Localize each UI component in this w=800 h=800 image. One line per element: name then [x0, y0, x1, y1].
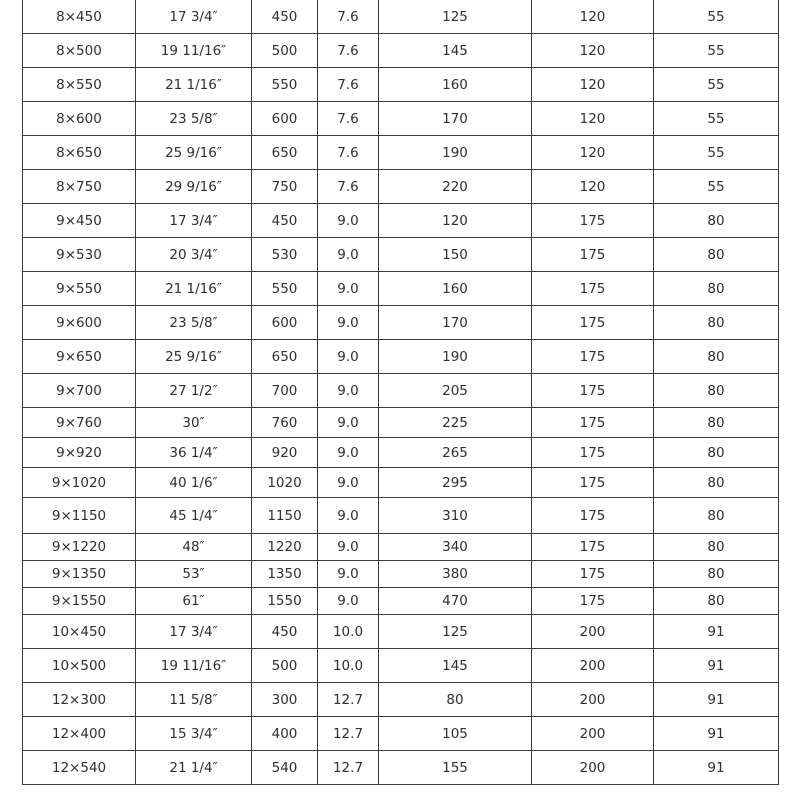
cell-length-inch: 23 5/8″ — [136, 102, 252, 136]
cell-thickness: 9.0 — [318, 498, 379, 534]
cell-length-inch: 40 1/6″ — [136, 468, 252, 498]
cell-col-6: 200 — [532, 615, 654, 649]
cell-length-inch: 17 3/4″ — [136, 0, 252, 34]
cell-weight: 190 — [379, 136, 532, 170]
cell-length-inch: 27 1/2″ — [136, 374, 252, 408]
cell-col-7: 80 — [654, 374, 779, 408]
cell-col-6: 175 — [532, 438, 654, 468]
cell-size: 9×1020 — [23, 468, 136, 498]
table-row — [23, 683, 779, 717]
cell-col-7: 55 — [654, 68, 779, 102]
table-row — [23, 34, 779, 68]
cell-length-mm: 450 — [252, 204, 318, 238]
cell-size: 9×760 — [23, 408, 136, 438]
table-row — [23, 102, 779, 136]
table-row — [23, 717, 779, 751]
table-row — [23, 561, 779, 588]
cell-size: 8×650 — [23, 136, 136, 170]
cell-col-6: 120 — [532, 34, 654, 68]
spec-table — [22, 0, 779, 785]
cell-thickness: 12.7 — [318, 683, 379, 717]
cell-size: 9×550 — [23, 272, 136, 306]
cell-weight: 295 — [379, 468, 532, 498]
cell-thickness: 9.0 — [318, 408, 379, 438]
table-row — [23, 408, 779, 438]
cell-length-mm: 1550 — [252, 588, 318, 615]
cell-length-mm: 450 — [252, 0, 318, 34]
cell-thickness: 9.0 — [318, 238, 379, 272]
cell-col-6: 200 — [532, 751, 654, 785]
cell-length-mm: 550 — [252, 272, 318, 306]
table-row — [23, 170, 779, 204]
cell-col-7: 91 — [654, 615, 779, 649]
cell-col-6: 175 — [532, 204, 654, 238]
cell-length-inch: 17 3/4″ — [136, 615, 252, 649]
cell-weight: 170 — [379, 102, 532, 136]
cell-thickness: 9.0 — [318, 561, 379, 588]
cell-col-6: 200 — [532, 717, 654, 751]
cell-weight: 145 — [379, 649, 532, 683]
cell-length-inch: 23 5/8″ — [136, 306, 252, 340]
cell-size: 9×920 — [23, 438, 136, 468]
cell-length-mm: 540 — [252, 751, 318, 785]
cell-weight: 125 — [379, 615, 532, 649]
cell-length-mm: 1020 — [252, 468, 318, 498]
cell-col-6: 120 — [532, 0, 654, 34]
cell-length-inch: 25 9/16″ — [136, 340, 252, 374]
cell-length-inch: 11 5/8″ — [136, 683, 252, 717]
spec-table-container — [22, 0, 778, 785]
cell-size: 9×700 — [23, 374, 136, 408]
cell-size: 12×540 — [23, 751, 136, 785]
cell-col-6: 120 — [532, 68, 654, 102]
cell-col-7: 55 — [654, 170, 779, 204]
table-row — [23, 238, 779, 272]
cell-thickness: 9.0 — [318, 588, 379, 615]
cell-length-inch: 17 3/4″ — [136, 204, 252, 238]
cell-size: 9×450 — [23, 204, 136, 238]
cell-length-mm: 650 — [252, 340, 318, 374]
cell-length-mm: 550 — [252, 68, 318, 102]
cell-thickness: 7.6 — [318, 68, 379, 102]
cell-size: 8×750 — [23, 170, 136, 204]
cell-length-inch: 45 1/4″ — [136, 498, 252, 534]
cell-col-7: 80 — [654, 408, 779, 438]
table-row — [23, 534, 779, 561]
cell-weight: 170 — [379, 306, 532, 340]
cell-size: 9×530 — [23, 238, 136, 272]
cell-col-6: 175 — [532, 408, 654, 438]
table-row — [23, 306, 779, 340]
cell-thickness: 7.6 — [318, 136, 379, 170]
table-row — [23, 438, 779, 468]
cell-col-7: 80 — [654, 588, 779, 615]
cell-col-7: 80 — [654, 238, 779, 272]
cell-size: 9×1150 — [23, 498, 136, 534]
cell-weight: 190 — [379, 340, 532, 374]
table-row — [23, 136, 779, 170]
cell-length-mm: 600 — [252, 306, 318, 340]
cell-weight: 160 — [379, 272, 532, 306]
cell-col-7: 80 — [654, 534, 779, 561]
cell-col-7: 80 — [654, 306, 779, 340]
cell-weight: 80 — [379, 683, 532, 717]
cell-thickness: 9.0 — [318, 306, 379, 340]
cell-weight: 145 — [379, 34, 532, 68]
table-row — [23, 374, 779, 408]
cell-length-inch: 19 11/16″ — [136, 649, 252, 683]
cell-col-7: 91 — [654, 717, 779, 751]
cell-thickness: 9.0 — [318, 438, 379, 468]
cell-col-6: 175 — [532, 272, 654, 306]
cell-col-6: 200 — [532, 649, 654, 683]
cell-length-mm: 1350 — [252, 561, 318, 588]
cell-length-mm: 600 — [252, 102, 318, 136]
cell-weight: 160 — [379, 68, 532, 102]
table-row — [23, 468, 779, 498]
cell-length-inch: 25 9/16″ — [136, 136, 252, 170]
table-row — [23, 615, 779, 649]
cell-size: 9×650 — [23, 340, 136, 374]
table-row — [23, 204, 779, 238]
cell-length-inch: 21 1/16″ — [136, 68, 252, 102]
cell-length-mm: 500 — [252, 649, 318, 683]
cell-length-mm: 920 — [252, 438, 318, 468]
cell-size: 8×500 — [23, 34, 136, 68]
cell-length-inch: 30″ — [136, 408, 252, 438]
cell-weight: 120 — [379, 204, 532, 238]
cell-thickness: 7.6 — [318, 34, 379, 68]
cell-col-6: 175 — [532, 588, 654, 615]
cell-length-mm: 1220 — [252, 534, 318, 561]
cell-size: 8×450 — [23, 0, 136, 34]
cell-size: 8×600 — [23, 102, 136, 136]
cell-size: 8×550 — [23, 68, 136, 102]
cell-col-7: 80 — [654, 438, 779, 468]
cell-size: 12×400 — [23, 717, 136, 751]
cell-weight: 220 — [379, 170, 532, 204]
cell-col-7: 80 — [654, 561, 779, 588]
cell-col-7: 80 — [654, 468, 779, 498]
cell-col-6: 175 — [532, 374, 654, 408]
table-row — [23, 0, 779, 34]
cell-col-6: 175 — [532, 534, 654, 561]
cell-length-inch: 36 1/4″ — [136, 438, 252, 468]
cell-col-6: 120 — [532, 170, 654, 204]
cell-weight: 470 — [379, 588, 532, 615]
cell-weight: 380 — [379, 561, 532, 588]
cell-col-6: 175 — [532, 340, 654, 374]
cell-thickness: 12.7 — [318, 751, 379, 785]
cell-col-7: 91 — [654, 751, 779, 785]
cell-weight: 310 — [379, 498, 532, 534]
cell-size: 10×500 — [23, 649, 136, 683]
cell-thickness: 7.6 — [318, 170, 379, 204]
cell-weight: 225 — [379, 408, 532, 438]
cell-col-7: 55 — [654, 0, 779, 34]
cell-length-inch: 61″ — [136, 588, 252, 615]
cell-weight: 150 — [379, 238, 532, 272]
cell-weight: 340 — [379, 534, 532, 561]
cell-length-inch: 29 9/16″ — [136, 170, 252, 204]
cell-weight: 125 — [379, 0, 532, 34]
cell-thickness: 9.0 — [318, 534, 379, 561]
cell-col-6: 120 — [532, 102, 654, 136]
cell-length-mm: 300 — [252, 683, 318, 717]
cell-size: 12×300 — [23, 683, 136, 717]
table-row — [23, 68, 779, 102]
cell-col-7: 80 — [654, 340, 779, 374]
cell-length-mm: 450 — [252, 615, 318, 649]
cell-length-mm: 500 — [252, 34, 318, 68]
cell-size: 9×1550 — [23, 588, 136, 615]
cell-weight: 155 — [379, 751, 532, 785]
cell-col-6: 175 — [532, 561, 654, 588]
cell-length-inch: 19 11/16″ — [136, 34, 252, 68]
cell-col-7: 55 — [654, 102, 779, 136]
cell-col-6: 175 — [532, 306, 654, 340]
cell-col-6: 175 — [532, 238, 654, 272]
spec-table-body — [23, 0, 779, 785]
cell-col-7: 80 — [654, 204, 779, 238]
cell-col-6: 200 — [532, 683, 654, 717]
cell-length-inch: 21 1/4″ — [136, 751, 252, 785]
cell-thickness: 9.0 — [318, 204, 379, 238]
cell-thickness: 9.0 — [318, 272, 379, 306]
cell-length-mm: 1150 — [252, 498, 318, 534]
cell-length-inch: 53″ — [136, 561, 252, 588]
cell-thickness: 9.0 — [318, 340, 379, 374]
cell-size: 9×1350 — [23, 561, 136, 588]
cell-length-inch: 48″ — [136, 534, 252, 561]
cell-length-mm: 750 — [252, 170, 318, 204]
cell-thickness: 10.0 — [318, 649, 379, 683]
cell-length-inch: 15 3/4″ — [136, 717, 252, 751]
cell-thickness: 10.0 — [318, 615, 379, 649]
cell-weight: 265 — [379, 438, 532, 468]
cell-length-mm: 650 — [252, 136, 318, 170]
table-row — [23, 340, 779, 374]
table-row — [23, 272, 779, 306]
cell-thickness: 7.6 — [318, 0, 379, 34]
table-row — [23, 649, 779, 683]
table-row — [23, 588, 779, 615]
cell-thickness: 12.7 — [318, 717, 379, 751]
cell-length-inch: 21 1/16″ — [136, 272, 252, 306]
cell-length-mm: 530 — [252, 238, 318, 272]
cell-thickness: 7.6 — [318, 102, 379, 136]
cell-col-7: 80 — [654, 272, 779, 306]
table-row — [23, 751, 779, 785]
cell-length-mm: 760 — [252, 408, 318, 438]
cell-col-7: 55 — [654, 136, 779, 170]
cell-weight: 205 — [379, 374, 532, 408]
table-row — [23, 498, 779, 534]
cell-length-inch: 20 3/4″ — [136, 238, 252, 272]
cell-col-7: 55 — [654, 34, 779, 68]
cell-col-7: 91 — [654, 649, 779, 683]
cell-size: 10×450 — [23, 615, 136, 649]
cell-col-7: 80 — [654, 498, 779, 534]
cell-size: 9×600 — [23, 306, 136, 340]
cell-col-6: 175 — [532, 498, 654, 534]
cell-length-mm: 700 — [252, 374, 318, 408]
cell-size: 9×1220 — [23, 534, 136, 561]
cell-col-6: 175 — [532, 468, 654, 498]
cell-thickness: 9.0 — [318, 468, 379, 498]
cell-length-mm: 400 — [252, 717, 318, 751]
cell-weight: 105 — [379, 717, 532, 751]
cell-col-7: 91 — [654, 683, 779, 717]
cell-thickness: 9.0 — [318, 374, 379, 408]
cell-col-6: 120 — [532, 136, 654, 170]
